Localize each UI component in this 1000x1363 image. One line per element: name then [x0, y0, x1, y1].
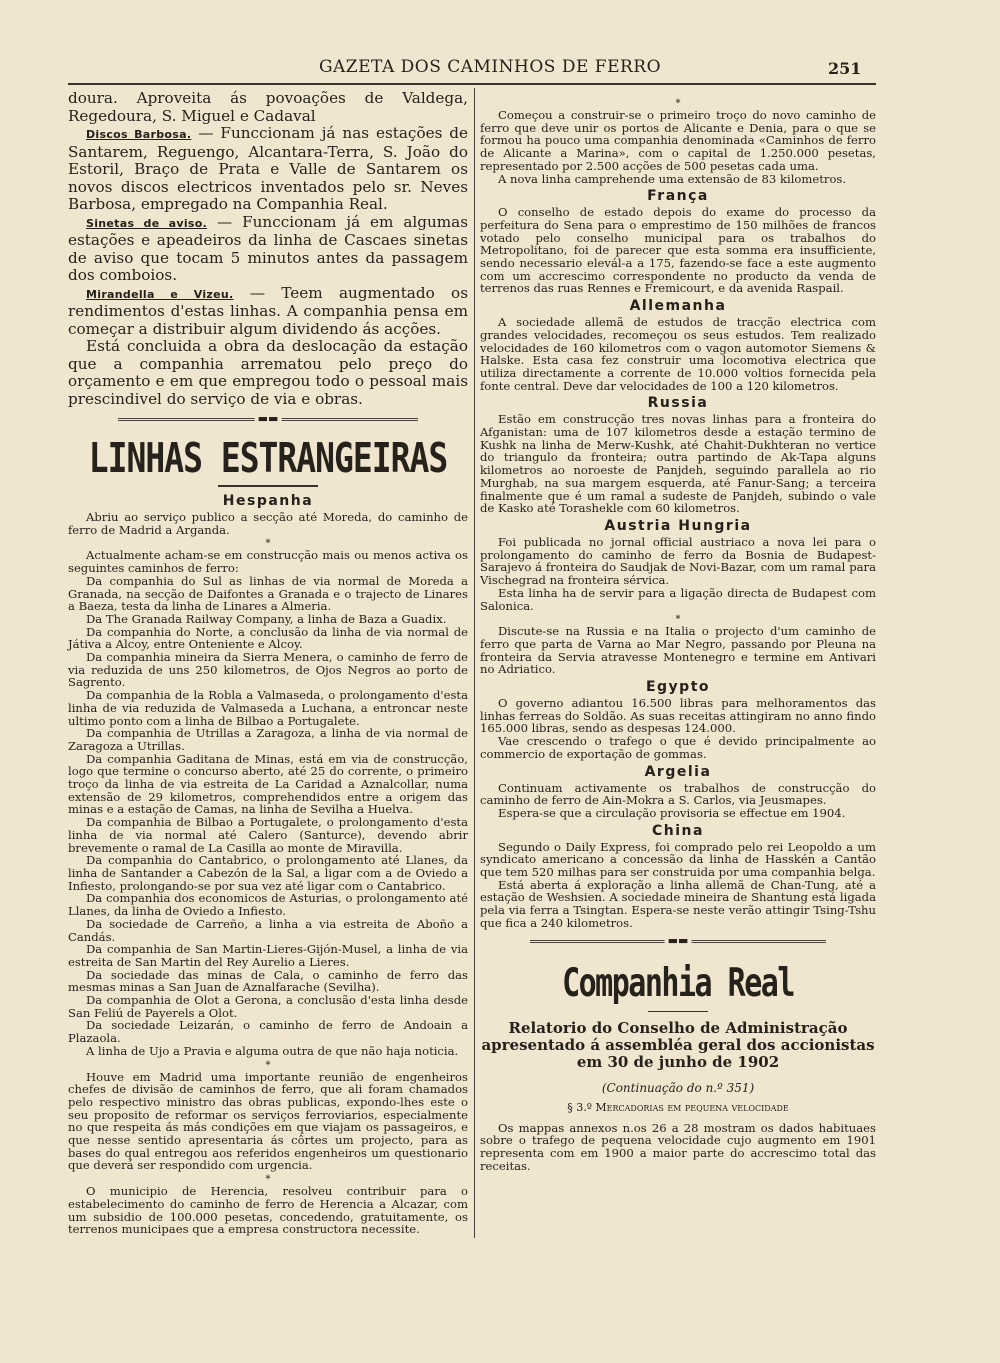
- list-item: Da companhia de Bilbao a Portugalete, o prolongamento d'esta linha de via normal até Calero (Santurce), devendo abrir brevemente o ramal de La Casilla ao monte de Miravilla.: [68, 815, 468, 855]
- subhead: Mirandella e Vizeu.: [86, 287, 234, 301]
- paragraph-heading: § 3.º Mercadorias em pequena velocidade: [567, 1100, 789, 1114]
- subhead: Sinetas de aviso.: [86, 216, 208, 230]
- list-item: Da companhia dos economicos de Asturias, o prolongamento até Llanes, da linha de Oviedo a Infiesto.: [68, 891, 468, 919]
- article-paragraph: Houve em Madrid uma importante reunião de engenheiros chefes de divisão de caminhos de ferro, que ali foram chamados pelo respectivo ministro das obras publicas, expondo-lhes este o seu proposito de reformar os serviços ferroviarios, especialmente no que respeita ás más condições em que viajam os passageiros, e que nesse sentido apresentaria ás côrtes um projecto, para as bases do qual entregou aos referidos engenheiros um questionario que deverá ser respondido com urgencia.: [68, 1069, 468, 1173]
- list-item: Da companhia de la Robla a Valmaseda, o prolongamento d'esta linha de via reduzida de Valmaseda a Luchana, a entroncar neste ultimo ponto com a linha de Bilbao a Portugalete.: [68, 688, 468, 728]
- list-item: Da The Granada Railway Company, a linha de Baza a Guadix.: [86, 611, 447, 626]
- article-paragraph: O municipio de Herencia, resolveu contribuir para o estabelecimento do caminho de ferro de Herencia a Alcazar, com um subsidio de 100.000 pesetas, concedendo, gratuitamente, os terrenos municipaes que a empresa constructora necessite.: [68, 1184, 468, 1237]
- left-column: [68, 90, 468, 1236]
- article-paragraph: Discute-se na Russia e na Italia o projecto d'um caminho de ferro que parta de Varna ao Mar Negro, passando por Pleuna na fronteira da Servia atravesse Montenegro e termine em Antivari no Adriatico.: [480, 624, 876, 677]
- article-paragraph: Espera-se que a circulação provisoria se effectue em 1904.: [498, 805, 846, 820]
- article-paragraph: Actualmente acham-se em construcção mais ou menos activa os seguintes caminhos de ferro:: [68, 548, 468, 576]
- lead-paragraph: Mirandella e Vizeu. — Teem augmentado os rendimentos d'estas linhas. A companhia pensa em começar a distribuir algum dividendo ás acções.: [68, 283, 468, 338]
- list-item: Da sociedade de Carreño, a linha a via estreita de Aboño a Candás.: [68, 916, 468, 944]
- asterisk-separator: *: [265, 538, 271, 550]
- list-item: Da companhia do Norte, a conclusão da linha de via normal de Játiva a Alcoy, entre Onteniente e Alcoy.: [68, 624, 468, 652]
- article-paragraph: Estão em construcção tres novas linhas para a fronteira do Afganistan: uma de 107 kilometros desde a estação termino de Kushk na linha de Merw-Kushk, até Chahit-Dukhteran no vertice do triangulo da fronteira; outra partindo de Ak-Tapa alguns kilometros ao noroeste de Panjdeh, seguindo parallela ao rio Murghab, na sua margem esquerda, até Fanur-Sang; a terceira finalmente que é um ramal a sudeste de Panjdeh, subindo o vale de Kasko até Torashekle com 60 kilometros.: [480, 412, 876, 516]
- asterisk-separator: *: [675, 98, 681, 109]
- country-heading: França: [647, 188, 709, 205]
- country-heading: Allemanha: [629, 298, 727, 315]
- journal-title: GAZETA DOS CAMINHOS DE FERRO: [318, 57, 662, 77]
- lead-paragraph: Sinetas de aviso. — Funccionam já em algumas estações e apeadeiros da linha de Cascaes sinetas de aviso que tocam 5 minutos antes da passagem dos comboios.: [68, 212, 468, 284]
- country-heading: Hespanha: [222, 493, 314, 509]
- ornament-divider: ▬▬: [480, 934, 876, 948]
- article-paragraph: A nova linha camprehende uma extensão de 83 kilometros.: [498, 171, 847, 186]
- asterisk-separator: *: [675, 614, 681, 626]
- section-title: Companhia Real: [562, 960, 794, 1006]
- title-rule: [648, 1011, 708, 1012]
- article-paragraph: A sociedade allemã de estudos de tracção electrica com grandes velocidades, recomeçou os seus estudos. Tem realizado velocidades de 160 kilometros com o vagon automotor Siemens & Halske. Esta casa fez construir uma locomotiva electrica que utiliza directamente a corrente de 10.000 voltios fornecida pela fonte central. Deve dar velocidades de 100 a 120 kilometros.: [480, 315, 876, 393]
- title-rule: [218, 485, 318, 487]
- article-paragraph: Foi publicada no jornal official austriaco a nova lei para o prolongamento do caminho de ferro da Bosnia de Budapest-Sarajevo á fronteira do Saudjak de Novi-Bazar, com um ramal para Vischegrad na fronteira sérvica.: [480, 534, 876, 588]
- list-item: Da companhia de San Martin-Lieres-Gijón-Musel, a linha de via estreita de San Martin del Rey Aurelio a Lieres.: [68, 942, 468, 969]
- page-number: 251: [828, 59, 862, 78]
- header-rule: [68, 83, 876, 85]
- railway-list: [68, 575, 468, 1058]
- country-heading: Argelia: [644, 763, 712, 780]
- article-paragraph: Os mappas annexos n.os 26 a 28 mostram os dados habituaes sobre o trafego de pequena velocidade cujo augmento em 1901 representa com em 1900 a maior parte do accrescimo total das receitas.: [480, 1120, 876, 1173]
- list-item: Da companhia mineira da Sierra Menera, o caminho de ferro de via reduzida de uns 250 kilometros, de Ojos Negros ao porto de Sagrento.: [68, 650, 468, 690]
- article-paragraph: Segundo o Daily Express, foi comprado pelo rei Leopoldo a um syndicato americano a concessão da linha de Hasskén a Cantão que tem 520 milhas para ser construida por uma companhia belga.: [480, 839, 876, 880]
- section-title: LINHAS ESTRANGEIRAS: [88, 433, 448, 482]
- list-item: Da companhia do Cantabrico, o prolongamento até Llanes, da linha de Santander a Cabezón de la Sal, a ligar com a de Oviedo a Infiesto, prolongando-se por sua vez até ligar com o Cantabrico.: [68, 853, 468, 893]
- subhead: Discos Barbosa.: [86, 128, 192, 141]
- ornament-divider: ▬▬: [68, 412, 468, 426]
- country-heading: Egypto: [645, 679, 711, 696]
- article-paragraph: O conselho de estado depois do exame do processo da perfeitura do Sena para o emprestimo de 150 milhões de francos votado pelo conselho municipal para os trabalhos do Metropolitano, foi de parecer que esta somma era insufficiente, sendo necessario elevál-a a 175, fazendo-se face a este augmento com um accrescimo correspondente no producto da venda de terrenos das ruas Rennes e Fremicourt, e da avenida Raspail.: [480, 205, 876, 296]
- lead-paragraph: Está concluida a obra da deslocação da estação que a companhia arrematou pelo preço do orçamento e em que empregou todo o pessoal mais prescindivel do serviço de via e obras.: [68, 337, 468, 408]
- lead-paragraph: Discos Barbosa. — Funccionam já nas estações de Santarem, Reguengo, Alcantara-Terra, S. João do Estoril, Braço de Prata e Valle de Santarem os novos discos electricos inventados pelo sr. Neves Barbosa, empregado na Companhia Real.: [68, 124, 469, 213]
- article-paragraph: Abriu ao serviço publico a secção até Moreda, do caminho de ferro de Madrid a Arganda.: [68, 510, 468, 537]
- list-item: Da sociedade Leizarán, o caminho de ferro de Andoain a Plazaola.: [68, 1018, 468, 1046]
- list-item: A linha de Ujo a Pravia e alguma outra de que não haja noticia.: [86, 1043, 459, 1058]
- article-paragraph: Começou a construir-se o primeiro troço do novo caminho de ferro que deve unir os portos de Alicante e Denia, para o que se formou ha pouco uma companhia denominada «Caminhos de ferro de Alicante a Marina», com o capital de 1.250.000 pesetas, representado por 2.500 acções de 500 pesetas cada uma.: [480, 108, 876, 173]
- list-item: Da companhia Gaditana de Minas, está em via de construcção, logo que termine o concurso aberto, até 25 do corrente, o primeiro troço da linha de via estreita de La Caridad a Aznalcollar, numa extensão de 29 kilometros, comprehendidos entre a origem das minas e a estação de Camas, na linha de Sevilha a Huelva.: [68, 751, 468, 817]
- article-paragraph: Vae crescendo o trafego o que é devido principalmente ao commercio de exportação de gommas.: [480, 734, 876, 761]
- article-paragraph: O governo adiantou 16.500 libras para melhoramentos das linhas ferreas do Soldão. As suas receitas attingiram no anno findo 165.000 libras, sendo as despesas 124.000.: [480, 696, 876, 736]
- country-heading: Russia: [647, 395, 709, 412]
- continuation-note: (Continuação do n.º 351): [601, 1080, 755, 1095]
- country-heading: China: [652, 822, 704, 839]
- report-title: Relatorio do Conselho de Administração apresentado á assembléa geral dos accionistas em 30 de junho de 1902: [481, 1018, 875, 1071]
- column-divider: [474, 88, 475, 1238]
- list-item: Da sociedade das minas de Cala, o caminho de ferro das mesmas minas a San Juan de Aznalfarache (Sevilha).: [68, 967, 468, 995]
- article-paragraph: Continuam activamente os trabalhos de construcção do caminho de ferro de Ain-Mokra a S. Carlos, via Jeusmapes.: [480, 780, 876, 808]
- article-paragraph: Esta linha ha de servir para a ligação directa de Budapest com Salonica.: [480, 585, 876, 613]
- asterisk-separator: *: [265, 1059, 271, 1071]
- country-heading: Austria Hungria: [604, 517, 752, 534]
- list-item: Da companhia do Sul as linhas de via normal de Moreda a Granada, na secção de Daifontes a Granada e o trajecto de Linares a Baeza, testa da linha de Linares a Almeria.: [68, 573, 468, 614]
- list-item: Da companhia de Utrillas a Zaragoza, a linha de via normal de Zaragoza a Utrillas.: [68, 726, 468, 753]
- article-paragraph: Está aberta á exploração a linha allemã de Chan-Tung, até a estação de Weshsien. A sociedade mineira de Shantung está ligada pela via ferra a Tsingtan. Espera-se neste verão attingir Tsing-Tshu que fica a 240 kilometros.: [480, 877, 876, 930]
- list-item: Da companhia de Olot a Gerona, a conclusão d'esta linha desde San Feliú de Payerels a Olot.: [68, 993, 468, 1020]
- right-column: [480, 96, 876, 1172]
- asterisk-separator: *: [265, 1174, 271, 1186]
- lead-paragraph: doura. Aproveita ás povoações de Valdega, Regedoura, S. Miguel e Cadaval: [68, 89, 468, 125]
